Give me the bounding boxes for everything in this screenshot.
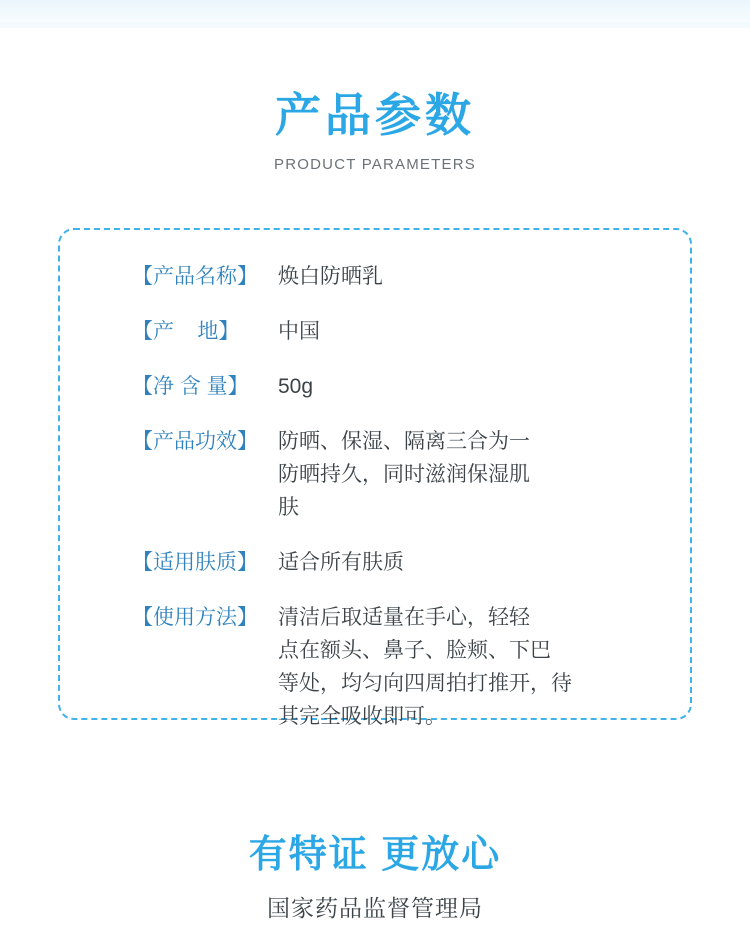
parameter-value: 防晒、保湿、隔离三合为一 防晒持久，同时滋润保湿肌 肤 [278, 430, 530, 519]
list-item [132, 370, 660, 403]
parameter-label: 【产品名称】 [132, 265, 258, 288]
parameters-list [132, 260, 660, 733]
list-item [132, 546, 660, 579]
top-band-edge [0, 28, 750, 30]
list-item [132, 260, 660, 293]
page-subtitle: PRODUCT PARAMETERS [274, 156, 476, 173]
page-title: 产品参数 [275, 89, 475, 141]
list-item [132, 425, 660, 524]
footer-block [0, 832, 750, 923]
top-decorative-band [0, 0, 750, 30]
list-item [132, 601, 660, 733]
parameter-value: 焕白防晒乳 [278, 265, 383, 288]
parameter-value: 清洁后取适量在手心，轻轻 点在额头、鼻子、脸颊、下巴 等处，均匀向四周拍打推开，待 其完全吸收即可。 [278, 606, 572, 728]
parameter-value: 适合所有肤质 [278, 551, 404, 574]
parameter-label: 【产 地】 [132, 320, 240, 343]
parameter-label: 【产品功效】 [132, 430, 258, 453]
page-title-block [0, 88, 750, 173]
footer-subtitle: 国家药品监督管理局 [267, 895, 483, 921]
footer-title: 有特证 更放心 [248, 834, 502, 876]
list-item [132, 315, 660, 348]
parameter-label: 【净 含 量】 [132, 375, 249, 398]
parameter-value: 中国 [278, 320, 320, 343]
parameters-panel [58, 228, 692, 728]
parameter-label: 【使用方法】 [132, 606, 258, 629]
top-band-gradient [0, 0, 750, 22]
parameter-label: 【适用肤质】 [132, 551, 258, 574]
parameter-value: 50g [278, 375, 314, 398]
